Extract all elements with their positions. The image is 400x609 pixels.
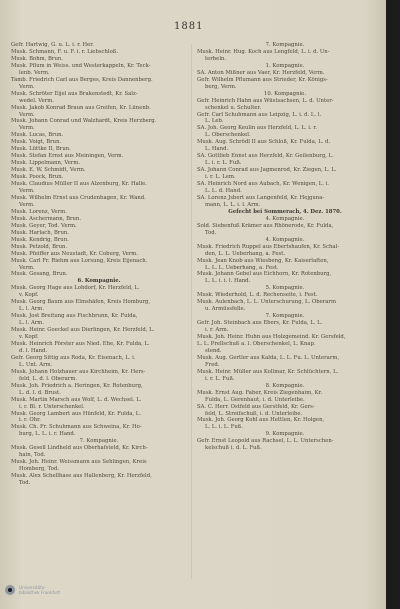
section-heading: 1. Kompagnie. [265, 62, 305, 69]
section-heading: 8. Kompagnie. [265, 382, 305, 389]
library-logo-icon [5, 585, 15, 595]
section-heading: 7. Kompagnie. [79, 438, 119, 445]
casualty-entry-line: v. Kopf. [19, 334, 39, 341]
casualty-entry-line: Musk. Friedrich Ruppel aus Ebertshaufen, Kr. Schal- [197, 243, 340, 250]
casualty-entry-line: L. i. r. L. Fuß. [205, 160, 242, 167]
casualty-entry-line: d. l. Hand. [19, 347, 48, 354]
casualty-entry-line: Musk. Gesang, Brun. [11, 271, 68, 278]
casualty-entry-line: Musk. Johann Conrad und Walzhardt, Kreis Herzberg. [11, 118, 157, 125]
casualty-entry-line: Verm. [19, 201, 35, 208]
casualty-entry-line: Musk. Jakob Konrad Braun aus Greifen, Kr. Lünenb. [11, 104, 151, 111]
casualty-entry-line: Musk. Schröter Eijel aus Brakenstedt, Kr. Salz- [11, 90, 138, 97]
casualty-entry-line: L. l. Arm. [19, 306, 45, 313]
casualty-entry-line: Musk. Ernst Aug. Faber, Kreis Ziegenhaim, Kr. [197, 389, 323, 396]
casualty-entry-line: v. Kopf. [19, 292, 39, 299]
casualty-entry-line: L. L. i. i. l. Hand. [205, 278, 251, 285]
casualty-entry-line: i. r. L. Fuß. [205, 375, 235, 382]
casualty-entry-line: Musk. Alex Schellhase aus Hallenberg, Kr. Herzfeld, [11, 473, 152, 480]
casualty-entry-line: Gefr. Joh. Steinbach aus Ebers, Kr. Fulda, L. L. [197, 320, 323, 327]
casualty-entry-line: L. d. l. d. Brust. [19, 389, 61, 396]
casualty-entry-line: Sold. Siebenfuß Krämer aus Rhönerode, Kr. Fulda, [197, 222, 334, 229]
casualty-entry-line: schenkel u. Schulter. [205, 104, 262, 111]
casualty-entry-line: Musk. Johann Gebel aus Eichhorn, Kr. Rotenburg, [197, 271, 332, 278]
casualty-entry-line: Musk. Aschermann, Brun. [11, 215, 82, 222]
casualty-entry-line: Musk. Georg Hage aus Lohdorf, Kr. Herzfeld, L. [11, 285, 140, 292]
casualty-entry-line: Musk. Pflum in Weiss. und Westerkappeln, Kr. Teck- [11, 62, 151, 69]
casualty-entry-line: mann, L. L. i. l. Arm. [205, 201, 261, 208]
logo-line-1: Universitäts- [19, 585, 46, 590]
casualty-entry-line: Musk. Lorenz, Verm. [11, 208, 67, 215]
casualty-entry-line: Musk. Georg Baum aus Elmshäfen, Kreis Homburg, [11, 299, 151, 306]
casualty-entry-line: Musk. Petzold, Brun. [11, 243, 68, 250]
casualty-entry-line: Musk. Heinr. Hug. Koch aus Lengfeld, L. i. d. Un- [197, 48, 330, 55]
casualty-entry-line: Musk. Heinr. Goeckel aus Dierlingen, Kr. Herzfeld, L. [11, 327, 155, 334]
casualty-entry-line: Musk. Joh. Georg Kohl aus Hettlen, Kr. Holgen, [197, 417, 325, 424]
section-heading: 7. Kompagnie. [265, 313, 305, 320]
section-heading: Gefecht bei Sommerach, 4. Dez. 1870. [228, 208, 342, 215]
casualty-entry-line: SA. Anton Mißner aus Vaer, Kr. Herzfeld, Verm. [197, 69, 325, 76]
casualty-entry-line: feld, L. d. l. Oberarm. [19, 375, 78, 382]
section-heading: 4. Kompagnie. [265, 215, 305, 222]
section-heading: 4. Kompagnie. [265, 236, 305, 243]
casualty-entry-line: Homberg, Tod. [19, 466, 60, 473]
casualty-entry-line: Musk. Poock, Brun. [11, 174, 64, 181]
casualty-entry-line: SA. C. Herr. Ostfeld aus Gerstfeld, Kr. Gers- [197, 403, 315, 410]
casualty-entry-line: Musk. Gesell Lindheld aus Oberhafsteld, Kr. Kirch- [11, 445, 148, 452]
page-number: 1881 [174, 21, 204, 32]
casualty-entry-line: Musk. Johann Holzhauer aus Kirchheim, Kr. Hers- [11, 368, 146, 375]
casualty-entry-line: Musk. Stefan Ernst aus Meiningen, Verm. [11, 153, 124, 160]
casualty-entry-line: stend. [205, 347, 222, 354]
casualty-entry-line: kelschuß i. d. L. Fuß. [205, 445, 262, 452]
casualty-entry-line: Gefr. Wilhelm Pflumann aus Strieder, Kr. Königs- [197, 76, 328, 83]
casualty-entry-line: Gefr. Carl Schuhmann aus Leipzig, L. i. d. L. l. [197, 111, 322, 118]
casualty-entry-line: Musk. Harlach, Brun. [11, 229, 69, 236]
column-divider [191, 44, 192, 579]
section-heading: 10. Kompagnie. [264, 90, 306, 97]
logo-line-2: bibliothek Frankfurt [19, 590, 60, 595]
casualty-entry-line: Gefr. Hartwig, G. u. L. i. r. Her. [11, 42, 94, 48]
casualty-entry-line: hain, Tod. [19, 452, 46, 459]
casualty-entry-line: L. L. d. Hand. [205, 188, 242, 195]
casualty-entry-line: feld, L. Streifschuß, i. d. Unterleibe. [205, 410, 303, 417]
casualty-entry-line: SA. Lorenz Jsbert aus Langenfeld, Kr. Hejguna- [197, 194, 325, 201]
casualty-entry-line: Musk. Lüttke II, Brun. [11, 146, 71, 153]
casualty-entry-line: L. L. Prellschuß a. l. Oberschenkel, L. Knap. [197, 340, 316, 347]
casualty-entry-line: Musk. Georg Lambert aus Hünfeld, Kr. Fulda, L. [11, 410, 141, 417]
casualty-entry-line: Musk. Aulenbach, L. L. Unterschurung, L. Oberarm [197, 299, 336, 306]
casualty-entry-line: Musk. Jean Knob aus Wiesbeng, Kr. Kaiserlaften, [197, 257, 329, 264]
casualty-entry-line: Musk. Carl Fr. Riehm aus Lorsung, Kreis Eijenach. [11, 257, 148, 264]
casualty-entry-line: SA. Joh. Georg Keulin aus Herzfeld, L. L. i. r. [197, 125, 317, 132]
casualty-entry-line: Tod. [19, 480, 31, 487]
casualty-entry-line: lenb. Verm. [19, 69, 50, 76]
casualty-entry-line: Tamb. Friedrich Carl aus Berges, Kreis Dannenberg. [11, 76, 153, 83]
casualty-entry-line: Musk. Claudius Müller II aus Alzenburg, Kr. Halle. [11, 181, 147, 188]
casualty-entry-line: Musk. Heinr. Müller aus Kollmar, Kr. Schlüchtern, L. [197, 368, 339, 375]
casualty-entry-line: SA. Johann Conrad aus Jagmenrod, Kr. Ziegen, L. L. [197, 167, 337, 174]
casualty-entry-line: Musk. Wiederhold, L. d. Rechenseite, i. Fest. [197, 292, 318, 299]
casualty-entry-line: Musk. Aug. Gertler aus Kalda, L. L. Fu. L. Unterarm, [197, 354, 340, 361]
casualty-entry-line: L. Oberschenkel. [205, 132, 251, 139]
casualty-entry-line: burg, L. L. i. r. Hand. [19, 431, 76, 438]
casualty-entry-line: i. r. Ohr. [19, 417, 41, 424]
casualty-entry-line: SA. Heinrich Nord aus Aubach, Kr. Wenigen, L. i. [197, 181, 329, 188]
casualty-entry-line: i. r. L. Lem. [205, 174, 236, 181]
casualty-entry-line: L. Leb. [205, 118, 224, 125]
casualty-entry-line: L. l. Arm. [19, 320, 45, 327]
casualty-entry-line: Verm. [19, 188, 35, 195]
casualty-entry-line: Musk. Lucas, Brun. [11, 132, 64, 139]
casualty-entry-line: L. L. i. L. Fuß. [205, 424, 244, 431]
casualty-entry-line: Musk. Lippelmann, Verm. [11, 160, 81, 167]
casualty-entry-line: Musk. Schmann, F. u. F. i. r. Liebschloß. [11, 48, 119, 55]
casualty-entry-line: L. L. L. Ueberhang, a. Fest. [205, 264, 279, 271]
casualty-entry-line: Verm. [19, 111, 35, 118]
casualty-entry-line: Musk. Joh. Heinr. Weissmann aus Sehlingen, Kreis [11, 459, 147, 466]
casualty-entry-line: SA. Gottlieb Ennst aus Herzfeld, Kr. Geilenburg, L. [197, 153, 334, 160]
casualty-entry-line: Gefr. Georg Sittig aus Roda, Kr. Eisenach, L. i. [11, 354, 136, 361]
section-heading: 5. Kompagnie. [265, 285, 305, 292]
casualty-entry-line: Musk. Voigt, Brun. [11, 139, 62, 146]
casualty-entry-line: Musk. Ch. Fr. Schuhmann aus Schweina, Kr. Ho- [11, 424, 142, 431]
left-column [11, 42, 187, 487]
casualty-entry-line: Verm. [19, 83, 35, 90]
casualty-entry-line: u. Armüssfelle. [205, 306, 246, 313]
right-column [197, 42, 373, 452]
casualty-entry-line: Musk. E. W. Schmidt, Verm. [11, 167, 86, 174]
casualty-entry-line: den, L. L. Ueberhang, a. Fest. [205, 250, 286, 257]
casualty-entry-line: L. Unt. Arm. [19, 361, 53, 368]
casualty-entry-line: Musk. Pfeiffer aus Neustadt, Kr. Coburg, Verm. [11, 250, 138, 257]
casualty-entry-line: Musk. Aug. Schrödl II aus Schloß, Kr. Fulda, L. d. [197, 139, 331, 146]
casualty-entry-line: i. r. Arm. [205, 327, 229, 334]
casualty-entry-line: Verm. [19, 264, 35, 271]
viewer-edge [386, 0, 400, 609]
casualty-entry-line: Musk. Joh. Heinr. Huhn aus Holzgemeind. Kr. Gersfeld, [197, 334, 346, 341]
section-heading: 7. Kompagnie. [265, 42, 305, 48]
casualty-entry-line: i. r. Bl. r. Unterschenkel. [19, 403, 85, 410]
casualty-entry-line: berg, Verm. [205, 83, 237, 90]
casualty-entry-line: Gefr. Ernst Leopold aus Rachsel, L. L. Unterschen- [197, 438, 334, 445]
casualty-entry-line: Musk. Heinrich Förster aus Nied. Ehe, Kr. Fulda, L. [11, 340, 150, 347]
casualty-entry-line: Musk. Kendrig, Brun. [11, 236, 69, 243]
casualty-entry-line: terbeln. [205, 55, 227, 62]
casualty-entry-line: Musk. Joh. Friedrich a. Heringen, Kr. Rotenburg, [11, 382, 143, 389]
casualty-entry-line: Gefr. Heinrich Hahn aus Wüstsachsen, L. d. Unter- [197, 97, 334, 104]
casualty-entry-line: Tod. [205, 229, 217, 236]
casualty-entry-line: Fulda, L. Gerenhaut, i. d. Unterleibe. [205, 396, 305, 403]
casualty-entry-line: Fred. [205, 361, 220, 368]
casualty-entry-line: L. Hand. [205, 146, 229, 153]
section-heading: 9. Kompagnie. [265, 431, 305, 438]
library-logo [5, 585, 60, 595]
casualty-entry-line: Musk. Geyer, Tod. Verm. [11, 222, 77, 229]
casualty-entry-line: Musk. Wilhelm Ernst aus Crudenhagen, Kr. Wand. [11, 194, 146, 201]
casualty-entry-line: Musk. Jost Breitung aus Fischbrunn, Kr. Fulda, [11, 313, 138, 320]
library-logo-text [19, 585, 60, 595]
casualty-entry-line: Musk. Martin Marsch aus Wolf, L. d. Wechsel. L. [11, 396, 142, 403]
casualty-entry-line: wedel. Verm. [19, 97, 54, 104]
casualty-entry-line: Musk. Bohm, Brun. [11, 55, 63, 62]
casualty-entry-line: Verm. [19, 125, 35, 132]
section-heading: 6. Kompagnie. [77, 278, 121, 285]
